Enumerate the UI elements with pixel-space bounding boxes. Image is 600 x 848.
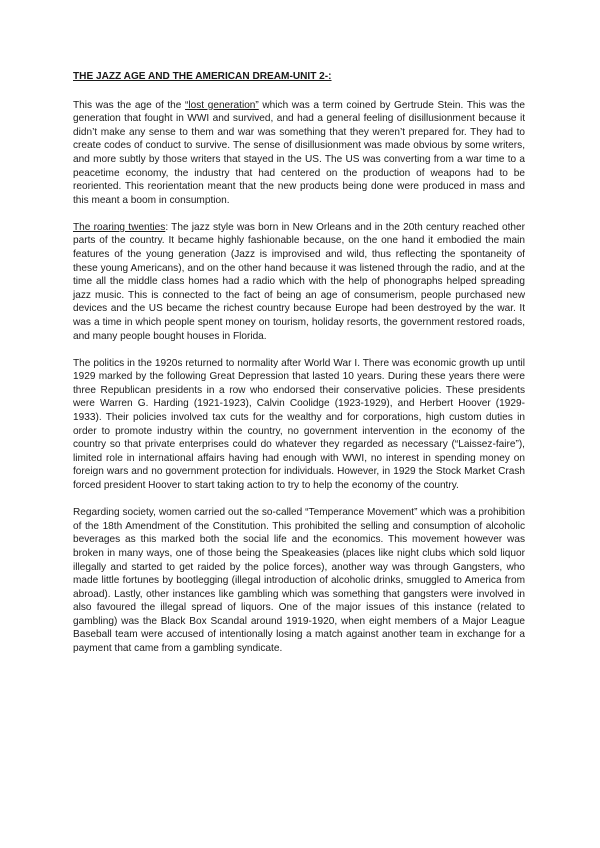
- paragraph-text: This was the age of the: [73, 99, 186, 111]
- page-title: THE JAZZ AGE AND THE AMERICAN DREAM-UNIT 2-:: [73, 71, 332, 82]
- paragraph-text: which was a term coined by Gertrude Stein. This was the generation that fought in WWI and survived, and had a general feeling of disillusionment because it didn’t make any sense to them and war was something that they weren’t prepared for. They had to create codes of conduct to survive. The sense of disillusionment was made obvious by some writers, and more subtly by those writers that stayed in the US. The US was converting from a war time to a peacetime economy, the industry that had centered on the production of weapons had to be reoriented. This reorientation meant that the new products being done were produced in mass and this meant a boom in consumption.: [73, 99, 525, 206]
- paragraph-society: Regarding society, women carried out the so-called “Temperance Movement” which was a prohibition of the 18th Amendment of the Constitution. This prohibited the selling and consumption of alcoholic beverages as this marked both the social life and the economics. This movement however was broken in many ways, one of those being the Speakeasies (places like night clubs which sold liquor illegally and started to get raided by the police forces), another way was through Gangsters, who made little fortunes by bootlegging (illegal introduction of alcoholic drinks, smuggled to America from abroad). Lastly, other instances like gambling which was something that gangsters were involved in also favoured the illegal spread of liquors. One of the major issues of this instance (related to gambling) was the Black Box Scandal around 1919-1920, when eight members of a Major League Baseball team were accused of intentionally losing a match against another team in exchange for a payment that came from a gambling syndicate.: [73, 507, 525, 655]
- paragraph-text: : The jazz style was born in New Orleans and in the 20th century reached other parts of the country. It became highly fashionable because, on the one hand it embodied the main features of the young generation (Jazz is improvised and wild, thus reflecting the spontaneity of these young Americans), and on the other hand because it was listened through the radio, and at the time all the middle class homes had a radio which with the help of phonographs helped spreading jazz music. This is connected to the fact of being an age of consumerism, people purchased new devices and the US became the richest country because Europe had been destroyed by the war. It was a time in which people spent money on tourism, holiday resorts, the government restored roads, and many people bought houses in Florida.: [73, 221, 525, 342]
- paragraph-roaring-twenties: [73, 221, 525, 343]
- paragraph-lost-generation: [73, 99, 525, 208]
- paragraph-politics: The politics in the 1920s returned to normality after World War I. There was economic growth up until 1929 marked by the following Great Depression that lasted 10 years. During these years there were three Republican presidents in a row who endorsed their conservative policies. These presidents were Warren G. Harding (1921-1923), Calvin Coolidge (1923-1929), and Herbert Hoover (1929-1933). Their policies involved tax cuts for the wealthy and for corporations, high custom duties in order to promote industry within the country, no government intervention in the economy of the country so that private enterprises could do whatever they regarded as necessary (“Laissez-faire”), limited role in international affairs having had enough with WWI, no interest in spending money on foreign wars and no government protection for individuals. However, in 1929 the Stock Market Crash forced president Hoover to start taking action to try to help the economy of the country.: [73, 357, 525, 492]
- document-page: [73, 70, 525, 669]
- lost-generation-term: “lost generation”: [185, 99, 259, 111]
- roaring-twenties-heading: The roaring twenties: [73, 221, 166, 233]
